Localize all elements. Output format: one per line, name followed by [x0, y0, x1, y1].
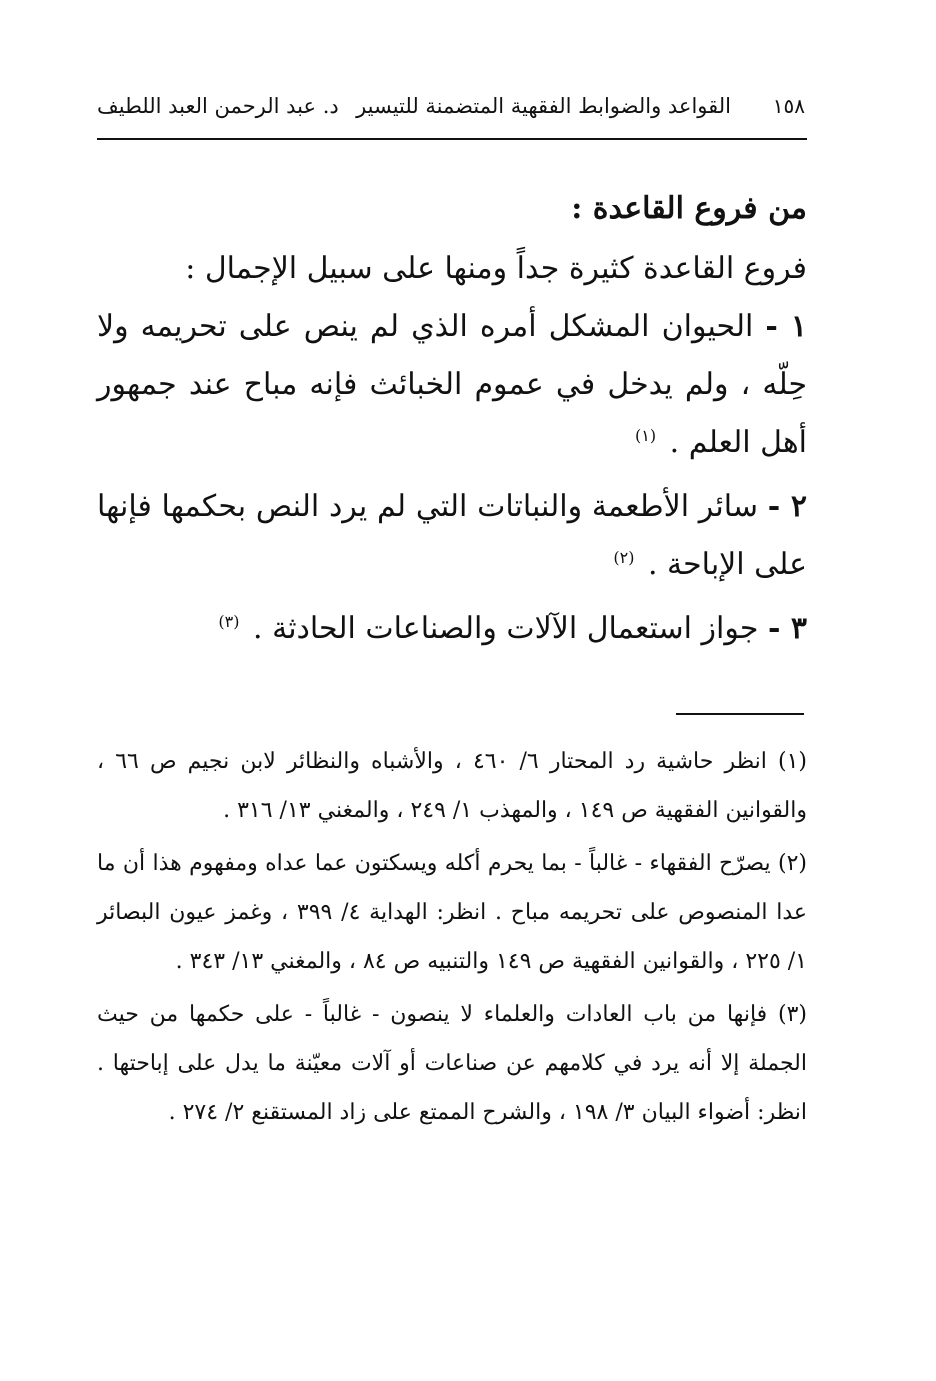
page-number: ١٥٨ [772, 94, 805, 118]
footnote-text: يصرّح الفقهاء - غالباً - بما يحرم أكله ويسكتون عما عداه ومفهوم هذا أن ما عدا المنصوص على تحريمه مباح . انظر: الهداية ٤/ ٣٩٩ ، وغمز عيون البصائر ١/ ٢٢٥ ، والقوانين الفقهية ص ١٤٩ والتنبيه ص ٨٤ ، والمغني ١٣/ ٣٤٣ . [97, 851, 808, 974]
item-number: ١ - [765, 309, 807, 344]
footnote-text: انظر حاشية رد المحتار ٦/ ٤٦٠ ، والأشباه والنظائر لابن نجيم ص ٦٦ ، والقوانين الفقهية ص ١٤٩ ، والمهذب ١/ ٢٤٩ ، والمغني ١٣/ ٣١٦ . [97, 749, 807, 823]
section-heading: من فروع القاعدة : [571, 191, 807, 226]
footnote [97, 839, 807, 986]
intro-paragraph: فروع القاعدة كثيرة جداً ومنها على سبيل الإجمال : [185, 251, 807, 286]
footnote [97, 737, 807, 835]
book-title: القواعد والضوابط الفقهية المتضمنة للتيسير [356, 94, 731, 118]
running-header [97, 86, 807, 126]
footnote-reference: (٢) [613, 548, 635, 567]
item-number: ٢ - [767, 489, 807, 524]
list-item [97, 478, 807, 594]
footnote-reference: (٣) [218, 612, 240, 631]
footnote-text: فإنها من باب العادات والعلماء لا ينصون - غالباً - على حكمها من حيث الجملة إلا أنه يرد في كلامهم عن صناعات أو آلات معيّنة ما يدل على إباحتها . انظر: أضواء البيان ٣/ ١٩٨ ، والشرح الممتع على زاد المستقنع ٢/ ٢٧٤ . [97, 1002, 807, 1125]
footnote-marker: (٢) [777, 851, 807, 876]
item-text: سائر الأطعمة والنباتات التي لم يرد النص بحكمها فإنها على الإباحة . [97, 489, 807, 582]
author-name: د. عبد الرحمن العبد اللطيف [97, 94, 339, 118]
footnote-reference: (١) [635, 426, 657, 445]
item-text: الحيوان المشكل أمره الذي لم ينص على تحريمه ولا حِلّه ، ولم يدخل في عموم الخبائث فإنه مباح عند جمهور أهل العلم . [97, 309, 807, 460]
footnote-marker: (٣) [778, 1002, 808, 1027]
list-item [97, 600, 807, 658]
footnote-divider [676, 713, 804, 715]
header-divider [97, 138, 807, 140]
item-text: جواز استعمال الآلات والصناعات الحادثة . [253, 611, 759, 646]
footnote-marker: (١) [777, 749, 807, 774]
item-number: ٣ - [767, 611, 807, 646]
list-item [97, 298, 807, 472]
footnotes-section [97, 737, 807, 1141]
footnote [97, 990, 807, 1137]
main-text [97, 180, 807, 664]
